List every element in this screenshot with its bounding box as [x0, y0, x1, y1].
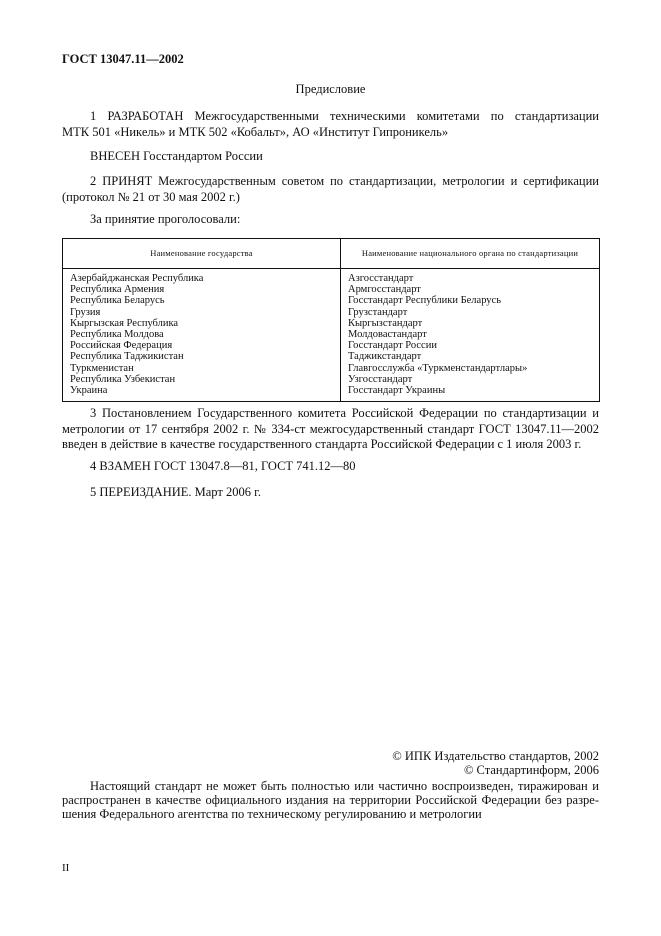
- paragraph-line: 3 Постановлением Государственного комитета Российской Федерации по стандартизации и: [90, 406, 599, 420]
- paragraph-line: шения Федерального агентства по техническому регулированию и метрологии: [62, 807, 482, 821]
- paragraph-developed: [62, 109, 599, 140]
- paragraph-voted: [62, 212, 599, 228]
- paragraph-replaces: [62, 459, 599, 475]
- table-cell: Главгосслужба «Туркменстандартлары»: [348, 362, 528, 374]
- table-cell: Республика Молдова: [70, 329, 164, 341]
- table-cell: Кыргызская Республика: [70, 317, 179, 329]
- table-cell: Грузия: [70, 306, 101, 318]
- table-cell: Республика Армения: [70, 284, 165, 296]
- voting-states-table: [62, 238, 600, 402]
- table-cell: Азербайджанская Республика: [70, 273, 204, 284]
- paragraph-line: 2 ПРИНЯТ Межгосударственным советом по стандартизации, метрологии и сертификации: [90, 174, 599, 188]
- table-cell: Республика Узбекистан: [70, 373, 176, 385]
- paragraph-line: (протокол № 21 от 30 мая 2002 г.): [62, 189, 240, 204]
- copyright-line: © ИПК Издательство стандартов, 2002: [392, 749, 599, 763]
- paragraph-adopted: [62, 174, 599, 205]
- column-header-state: Наименование государства: [63, 239, 341, 269]
- table-cell: Госстандарт Украины: [348, 385, 446, 397]
- table-cell: Украина: [70, 385, 108, 397]
- table-cell: Госстандарт Республики Беларусь: [348, 295, 502, 307]
- table-cell: Республика Беларусь: [70, 295, 165, 307]
- document-code: ГОСТ 13047.11—2002: [62, 52, 184, 66]
- table-cell: Армгосстандарт: [348, 284, 421, 296]
- table-cell: Азгосстандарт: [348, 273, 414, 284]
- paragraph-line: 5 ПЕРЕИЗДАНИЕ. Март 2006 г.: [90, 485, 261, 499]
- table-header-row: [63, 239, 600, 269]
- state-names-cell: [63, 269, 341, 402]
- paragraph-line: 1 РАЗРАБОТАН Межгосударственными техническими комитетами по стандартизации: [90, 109, 599, 123]
- table-cell: Молдовастандарт: [348, 329, 427, 341]
- table-cell: Узгосстандарт: [348, 373, 413, 385]
- table-cell: Грузстандарт: [348, 306, 408, 318]
- paragraph-line: 4 ВЗАМЕН ГОСТ 13047.8—81, ГОСТ 741.12—80: [90, 459, 356, 473]
- paragraph-line: метрологии от 17 сентября 2002 г. № 334-ст межгосударственный стандарт ГОСТ 13047.11—2002: [62, 421, 599, 436]
- table-cell: Республика Таджикистан: [70, 351, 184, 363]
- paragraph-resolution: [62, 406, 599, 453]
- table-cell: Российская Федерация: [70, 340, 173, 352]
- standards-bodies-cell: [341, 269, 600, 402]
- paragraph-line: МТК 501 «Никель» и МТК 502 «Кобальт», АО «Институт Гипроникель»: [62, 124, 449, 139]
- paragraph-line: введен в действие в качестве государственного стандарта Российской Федерации с 1 июля 2003 г.: [62, 437, 582, 451]
- paragraph-line: распространен в качестве официального издания на территории Российской Федерации без разре-: [62, 793, 599, 807]
- copyright-block: [392, 749, 599, 777]
- table-cell: Кыргызстандарт: [348, 317, 423, 329]
- paragraph-reissue: [62, 485, 599, 501]
- column-header-standards-body: Наименование национального органа по стандартизации: [341, 239, 600, 269]
- table-cell: Таджикстандарт: [348, 351, 422, 363]
- paragraph-line: За принятие проголосовали:: [90, 212, 241, 226]
- table-body-row: [63, 269, 600, 402]
- paragraph-introduced: [62, 149, 599, 165]
- footer-notice: [62, 779, 599, 821]
- copyright-line: © Стандартинформ, 2006: [463, 763, 599, 777]
- paragraph-line: Настоящий стандарт не может быть полностью или частично воспроизведен, тиражирован и: [90, 779, 599, 793]
- table-cell: Госстандарт России: [348, 340, 437, 352]
- paragraph-line: ВНЕСЕН Госстандартом России: [90, 149, 263, 163]
- page-number: II: [62, 862, 70, 874]
- page-title: Предисловие: [295, 82, 366, 96]
- table-cell: Туркменистан: [70, 362, 134, 374]
